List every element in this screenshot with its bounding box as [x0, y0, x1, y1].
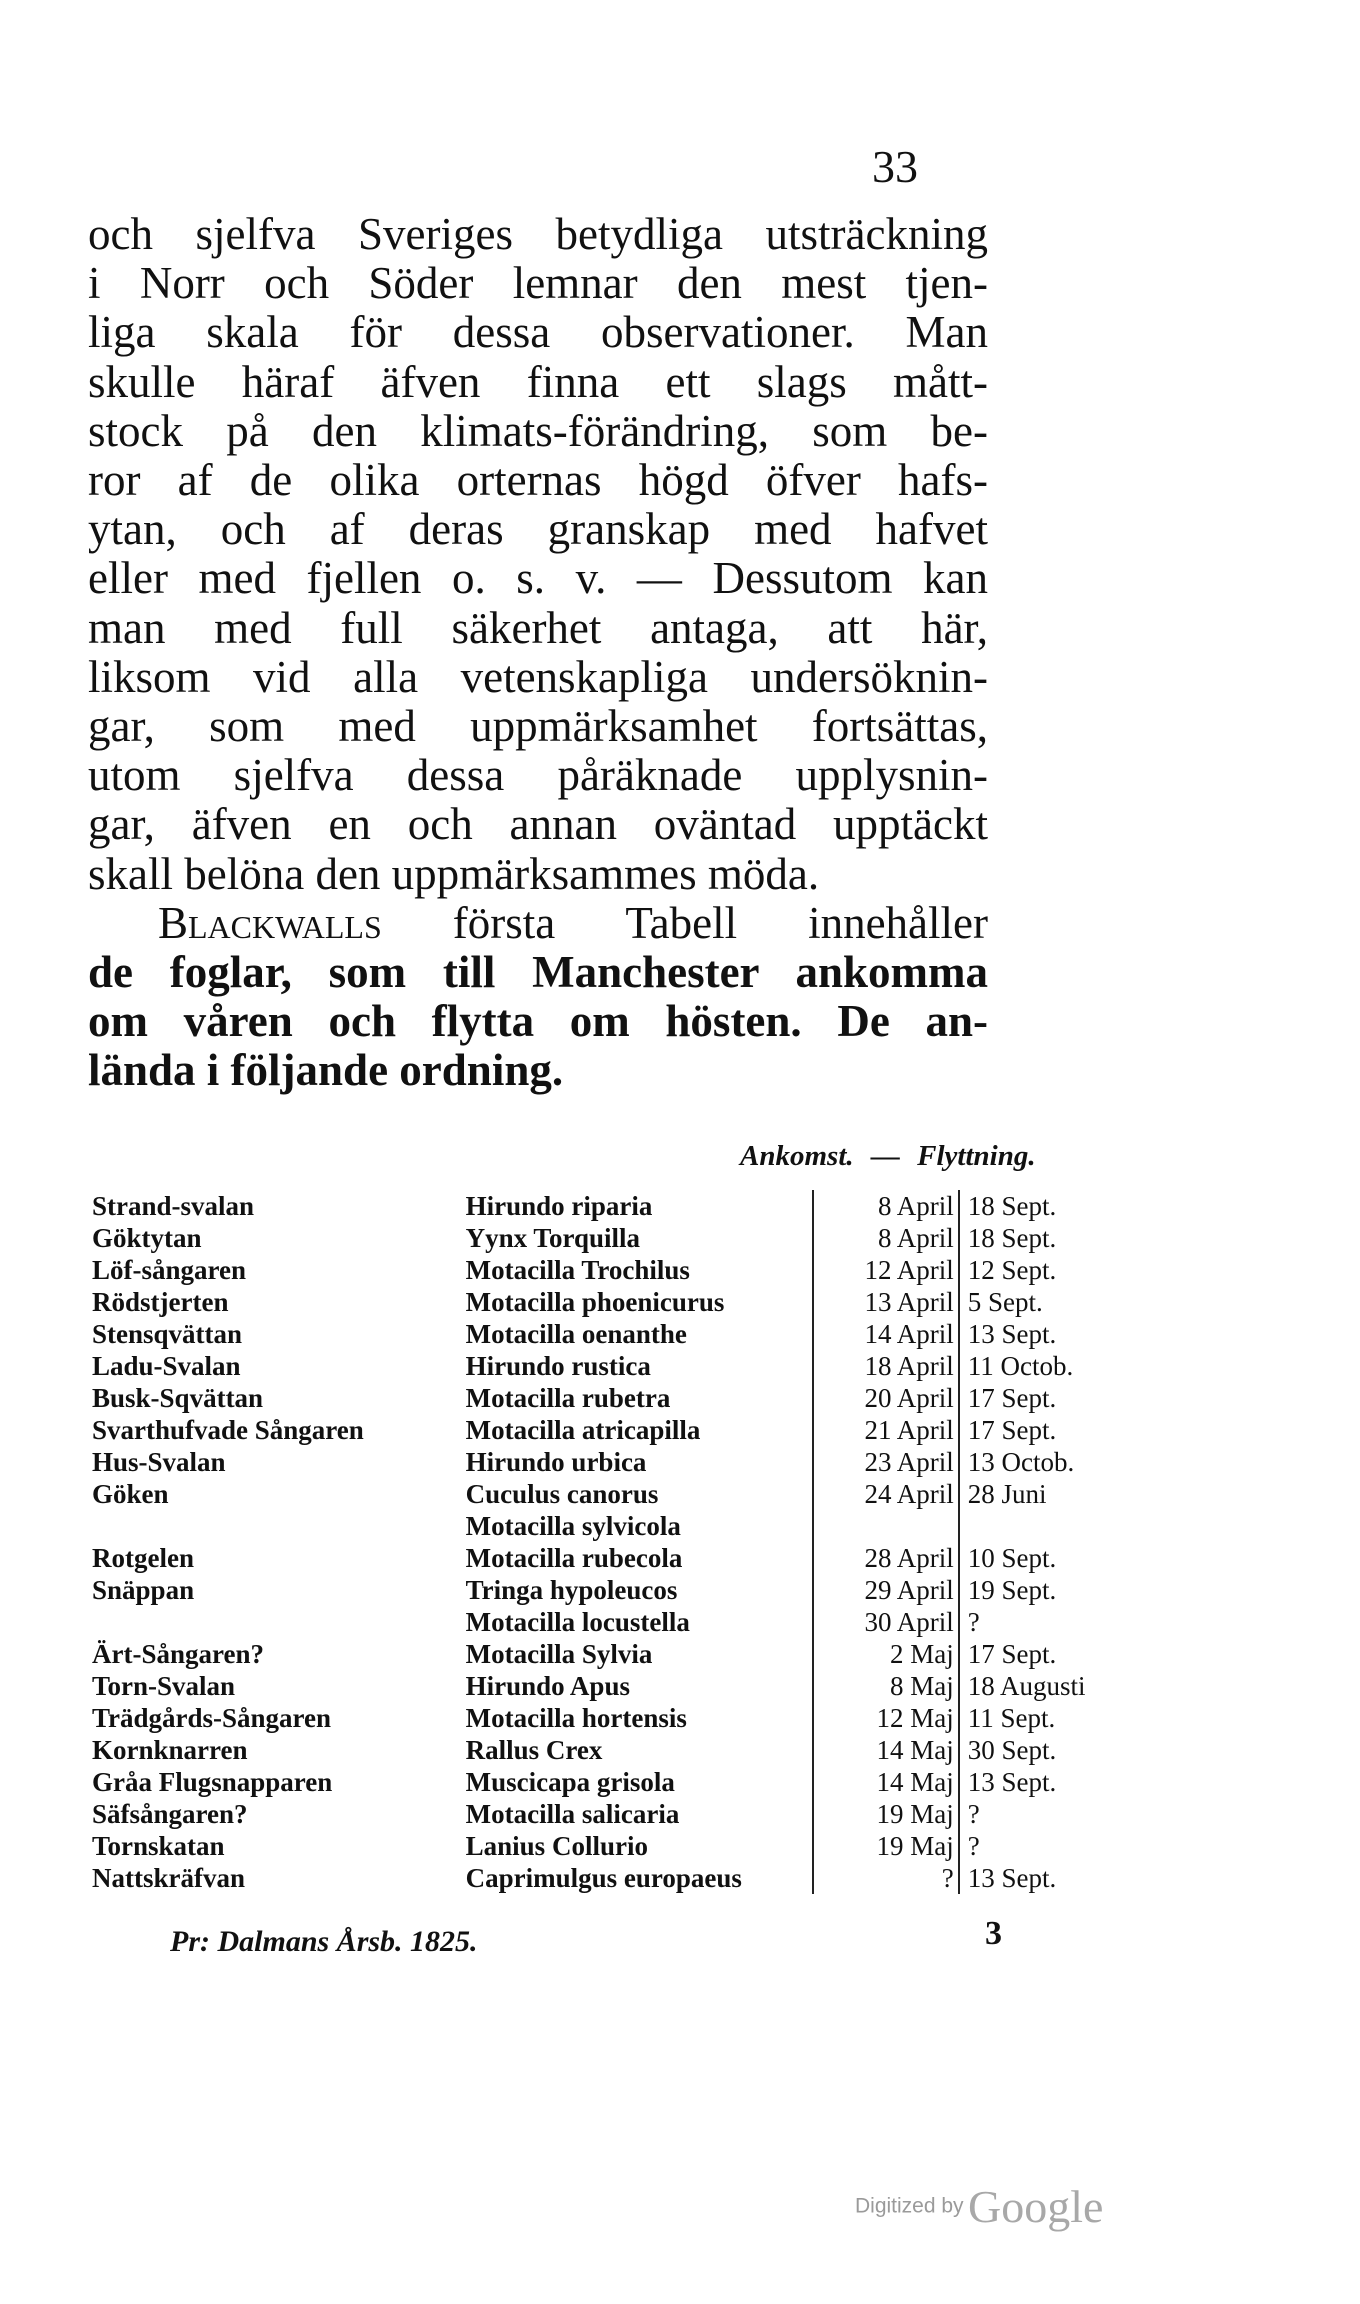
header-dash: — — [870, 1140, 900, 1172]
departure-cell: 18 Sept. — [967, 1191, 1057, 1221]
departure-cell: 11 Sept. — [967, 1703, 1056, 1733]
swedish-name-cell: Gråa Flugsnapparen — [92, 1767, 333, 1797]
digitized-label: Digitized by — [855, 2194, 964, 2218]
swedish-name-cell: Tornskatan — [92, 1831, 225, 1861]
departure-cell: 17 Sept. — [967, 1415, 1057, 1445]
text-line: om våren och flytta om hösten. De an- — [88, 996, 988, 1047]
arrival-cell: 20 April — [813, 1382, 958, 1414]
departure-cell: 17 Sept. — [967, 1383, 1057, 1413]
table-row — [88, 1382, 1128, 1414]
text-line: man med full säkerhet antaga, att här, — [88, 602, 988, 653]
table-row — [88, 1254, 1128, 1286]
latin-name-cell: Motacilla Sylvia — [465, 1639, 653, 1669]
table-header — [740, 1140, 1140, 1173]
latin-name-cell: Motacilla Trochilus — [465, 1255, 690, 1285]
table-row — [88, 1798, 1128, 1830]
swedish-name-cell: Kornknarren — [92, 1735, 248, 1765]
table-row — [88, 1350, 1128, 1382]
latin-name-cell: Motacilla atricapilla — [465, 1415, 701, 1445]
text-line: gar, som med uppmärksamhet fortsättas, — [88, 701, 988, 752]
text-line: gar, äfven en och annan oväntad upptäckt — [88, 799, 988, 850]
swedish-name-cell: Snäppan — [92, 1575, 195, 1605]
departure-cell: 13 Sept. — [967, 1767, 1057, 1797]
arrival-cell: ? — [813, 1862, 958, 1894]
swedish-name-cell — [88, 1606, 462, 1638]
bird-migration-table — [88, 1190, 1128, 1894]
swedish-name-cell: Nattskräfvan — [92, 1863, 245, 1893]
arrival-cell: 30 April — [813, 1606, 958, 1638]
signature-mark: 3 — [985, 1915, 1002, 1952]
swedish-name-cell: Rotgelen — [92, 1543, 194, 1573]
table-row — [88, 1446, 1128, 1478]
arrival-cell: 13 April — [813, 1286, 958, 1318]
text-line: skall belöna den uppmärksammes möda. — [88, 848, 820, 899]
departure-cell: 28 Juni — [967, 1479, 1047, 1509]
arrival-cell: 23 April — [813, 1446, 958, 1478]
swedish-name-cell: Säfsångaren? — [92, 1799, 248, 1829]
table-row — [88, 1830, 1128, 1862]
latin-name-cell: Hirundo rustica — [465, 1351, 651, 1381]
google-logo: Google — [968, 2181, 1104, 2232]
arrival-cell: 12 April — [813, 1254, 958, 1286]
arrival-cell: 8 April — [813, 1222, 958, 1254]
table-row — [88, 1222, 1128, 1254]
latin-name-cell: Hirundo riparia — [465, 1191, 653, 1221]
table-row — [88, 1318, 1128, 1350]
swedish-name-cell: Svarthufvade Sångaren — [92, 1415, 364, 1445]
arrival-header: Ankomst. — [740, 1140, 854, 1172]
latin-name-cell: Motacilla rubecola — [465, 1543, 683, 1573]
departure-cell — [959, 1510, 1128, 1542]
table-row — [88, 1638, 1128, 1670]
swedish-name-cell: Göken — [92, 1479, 169, 1509]
latin-name-cell: Motacilla phoenicurus — [465, 1287, 725, 1317]
body-text — [88, 210, 988, 1096]
arrival-cell: 21 April — [813, 1414, 958, 1446]
text-line: liksom vid alla vetenskapliga undersöknin- — [88, 651, 988, 702]
table-row — [88, 1670, 1128, 1702]
text-line: utom sjelfva dessa påräknade upplysnin- — [88, 750, 988, 801]
swedish-name-cell: Hus-Svalan — [92, 1447, 226, 1477]
departure-cell: 17 Sept. — [967, 1639, 1057, 1669]
table-row — [88, 1574, 1128, 1606]
latin-name-cell: Motacilla hortensis — [465, 1703, 687, 1733]
table-row — [88, 1542, 1128, 1574]
text-line: och sjelfva Sveriges betydliga utsträckning — [88, 209, 988, 259]
swedish-name-cell: Stensqvättan — [92, 1319, 243, 1349]
arrival-cell: 14 Maj — [813, 1766, 958, 1798]
arrival-cell: 12 Maj — [813, 1702, 958, 1734]
departure-cell: 10 Sept. — [967, 1543, 1057, 1573]
latin-name-cell: Yynx Torquilla — [465, 1223, 640, 1253]
latin-name-cell: Tringa hypoleucos — [465, 1575, 678, 1605]
latin-name-cell: Hirundo Apus — [465, 1671, 630, 1701]
departure-cell: 11 Octob. — [967, 1351, 1074, 1381]
departure-cell: ? — [967, 1607, 980, 1637]
arrival-cell: 28 April — [813, 1542, 958, 1574]
swedish-name-cell: Strand-svalan — [92, 1191, 255, 1221]
latin-name-cell: Muscicapa grisola — [465, 1767, 675, 1797]
latin-name-cell: Lanius Collurio — [465, 1831, 648, 1861]
table-row — [88, 1478, 1128, 1510]
author-name: Blackwalls — [158, 897, 382, 948]
departure-cell: ? — [967, 1799, 980, 1829]
text-line: lända i följande ordning. — [88, 1045, 564, 1096]
swedish-name-cell: Ladu-Svalan — [92, 1351, 241, 1381]
text-line: ytan, och af deras granskap med hafvet — [88, 504, 988, 555]
arrival-cell — [813, 1510, 958, 1542]
arrival-cell: 29 April — [813, 1574, 958, 1606]
arrival-cell: 14 April — [813, 1318, 958, 1350]
page-number: 33 — [872, 141, 918, 192]
table-row — [88, 1606, 1128, 1638]
table-row — [88, 1414, 1128, 1446]
text-fragment: första Tabell innehåller — [452, 897, 988, 948]
latin-name-cell: Motacilla sylvicola — [465, 1511, 681, 1541]
departure-cell: 13 Sept. — [967, 1319, 1057, 1349]
departure-header: Flyttning. — [917, 1140, 1036, 1172]
text-line: i Norr och Söder lemnar den mest tjen- — [88, 258, 988, 309]
departure-cell: 18 Sept. — [967, 1223, 1057, 1253]
table-row — [88, 1702, 1128, 1734]
latin-name-cell: Motacilla salicaria — [465, 1799, 680, 1829]
text-line — [88, 899, 988, 948]
arrival-cell: 14 Maj — [813, 1734, 958, 1766]
text-line: liga skala för dessa observationer. Man — [88, 307, 988, 358]
arrival-cell: 19 Maj — [813, 1798, 958, 1830]
swedish-name-cell: Trädgårds-Sångaren — [92, 1703, 332, 1733]
latin-name-cell: Caprimulgus europaeus — [465, 1863, 742, 1893]
latin-name-cell: Motacilla locustella — [465, 1607, 690, 1637]
text-line: eller med fjellen o. s. v. — Dessutom kan — [88, 553, 988, 604]
latin-name-cell: Motacilla oenanthe — [465, 1319, 687, 1349]
table-row — [88, 1190, 1128, 1222]
swedish-name-cell: Ärt-Sångaren? — [92, 1639, 264, 1669]
swedish-name-cell: Busk-Sqvättan — [92, 1383, 264, 1413]
departure-cell: 30 Sept. — [967, 1735, 1057, 1765]
arrival-cell: 19 Maj — [813, 1830, 958, 1862]
swedish-name-cell: Göktytan — [92, 1223, 202, 1253]
latin-name-cell: Hirundo urbica — [465, 1447, 647, 1477]
latin-name-cell: Cuculus canorus — [465, 1479, 659, 1509]
table-row — [88, 1510, 1128, 1542]
source-note: Pr: Dalmans Årsb. 1825. — [170, 1925, 478, 1958]
arrival-cell: 8 Maj — [813, 1670, 958, 1702]
arrival-cell: 8 April — [813, 1190, 958, 1222]
departure-cell: 13 Sept. — [967, 1863, 1057, 1893]
departure-cell: 5 Sept. — [967, 1287, 1043, 1317]
text-line: ror af de olika orternas högd öfver hafs- — [88, 455, 988, 506]
text-line: stock på den klimats-förändring, som be- — [88, 405, 988, 456]
departure-cell: 12 Sept. — [967, 1255, 1057, 1285]
table-row — [88, 1766, 1128, 1798]
swedish-name-cell: Löf-sångaren — [92, 1255, 247, 1285]
arrival-cell: 18 April — [813, 1350, 958, 1382]
arrival-cell: 2 Maj — [813, 1638, 958, 1670]
digitized-watermark — [855, 2180, 1103, 2233]
departure-cell: ? — [967, 1831, 980, 1861]
text-line: skulle häraf äfven finna ett slags mått- — [88, 356, 988, 407]
swedish-name-cell: Rödstjerten — [92, 1287, 229, 1317]
table-row — [88, 1286, 1128, 1318]
swedish-name-cell — [88, 1510, 462, 1542]
departure-cell: 19 Sept. — [967, 1575, 1057, 1605]
table-row — [88, 1862, 1128, 1894]
latin-name-cell: Rallus Crex — [465, 1735, 603, 1765]
swedish-name-cell: Torn-Svalan — [92, 1671, 236, 1701]
departure-cell: 13 Octob. — [967, 1447, 1075, 1477]
departure-cell: 18 Augusti — [967, 1671, 1086, 1701]
arrival-cell: 24 April — [813, 1478, 958, 1510]
table-row — [88, 1734, 1128, 1766]
latin-name-cell: Motacilla rubetra — [465, 1383, 671, 1413]
text-line: de foglar, som till Manchester ankomma — [88, 947, 988, 998]
